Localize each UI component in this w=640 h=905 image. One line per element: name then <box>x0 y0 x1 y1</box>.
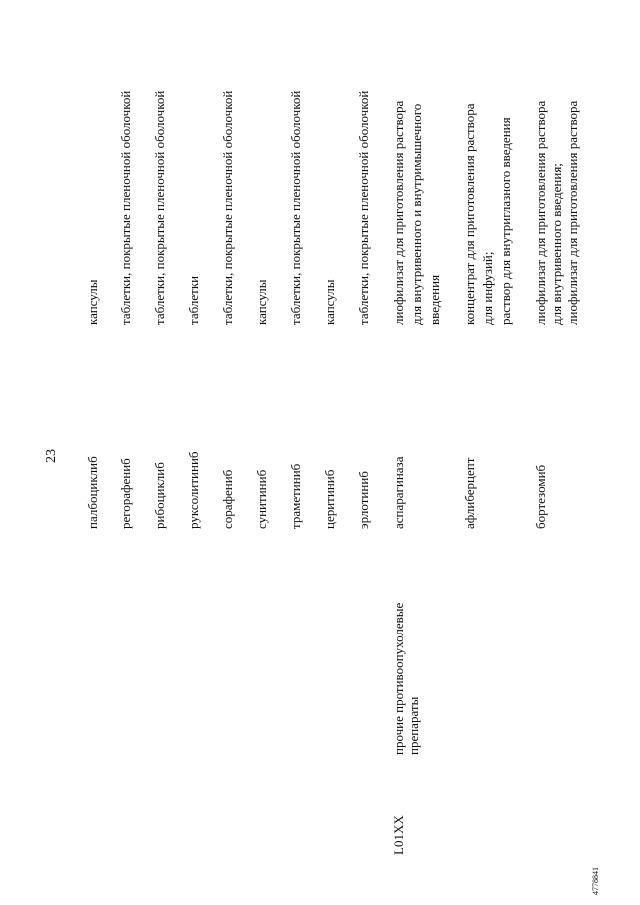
section-code: L01XX <box>391 815 406 855</box>
drug-name: рибоциклиб <box>152 462 167 529</box>
drug-form: таблетки, покрытые пленочной оболочкой <box>118 90 133 325</box>
drug-name: сорафениб <box>220 469 235 529</box>
page-number: 23 <box>44 449 59 463</box>
drug-form: капсулы <box>322 279 337 325</box>
drug-name: траметиниб <box>288 463 303 529</box>
drug-form: капсулы <box>254 279 269 325</box>
drug-form-line: лиофилизат для приготовления раствора <box>565 100 580 325</box>
drug-name: эрлотиниб <box>356 471 371 529</box>
drug-form-line: лиофилизат для приготовления раствора <box>391 100 406 325</box>
drug-form: капсулы <box>85 279 100 325</box>
drug-form-line: введения <box>427 274 442 325</box>
drug-form: таблетки, покрытые пленочной оболочкой <box>152 90 167 325</box>
drug-form: таблетки, покрытые пленочной оболочкой <box>356 90 371 325</box>
drug-name: аспарагиназа <box>391 456 406 529</box>
drug-name: руксолитиниб <box>186 451 201 529</box>
drug-form-line: концентрат для приготовления раствора <box>462 103 477 325</box>
drug-name: афлиберцепт <box>462 457 477 529</box>
drug-name: палбоциклиб <box>85 456 100 529</box>
drug-form-line: для внутривенного и внутримышечного <box>409 103 424 325</box>
group-name-line-2: препараты <box>406 696 421 755</box>
drug-name: бортезомиб <box>533 464 548 529</box>
drug-form-line: раствор для внутриглазного введения <box>498 117 513 325</box>
drug-form-line: лиофилизат для приготовления раствора <box>533 100 548 325</box>
document-id: 4778841 <box>591 867 600 895</box>
drug-form: таблетки <box>186 275 201 325</box>
group-name-line-1: прочие противоопухолевые <box>391 602 406 755</box>
drug-name: регорафениб <box>118 458 133 529</box>
drug-form: таблетки, покрытые пленочной оболочкой <box>288 90 303 325</box>
drug-name: сунитиниб <box>254 469 269 529</box>
drug-name: церитиниб <box>322 469 337 529</box>
drug-form-line: для инфузий; <box>480 251 495 325</box>
drug-form: таблетки, покрытые пленочной оболочкой <box>220 90 235 325</box>
drug-form-line: для внутривенного введения; <box>549 163 564 325</box>
